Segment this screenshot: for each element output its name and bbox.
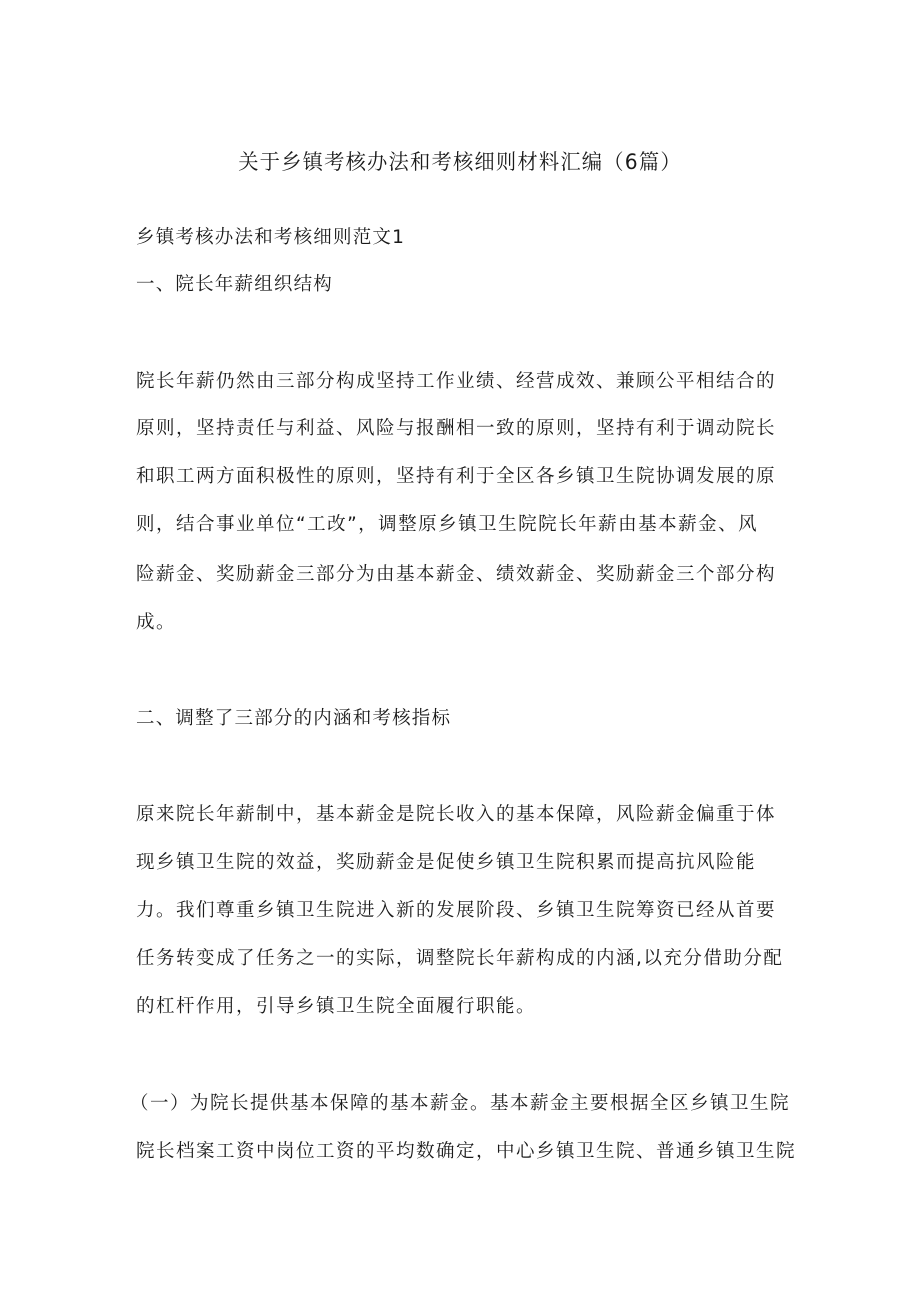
- paragraph-2-line: 原来院长年薪制中，基本薪金是院长收入的基本保障，风险薪金偏重于体: [136, 804, 777, 825]
- document-title: 关于乡镇考核办法和考核细则材料汇编（6篇）: [238, 150, 682, 174]
- paragraph-2-line: 的杠杆作用，引导乡镇卫生院全面履行职能。: [136, 996, 537, 1017]
- paragraph-2-line: 现乡镇卫生院的效益，奖励薪金是促使乡镇卫生院积累而提高抗风险能: [136, 852, 757, 873]
- paragraph-1-line: 则，结合事业单位“工改”，调整原乡镇卫生院院长年薪由基本薪金、风: [136, 514, 759, 535]
- paragraph-1-line: 成。: [136, 612, 177, 633]
- paragraph-1-line: 原则，坚持责任与利益、风险与报酬相一致的原则，坚持有利于调动院长: [136, 418, 777, 439]
- paragraph-2-line: 力。我们尊重乡镇卫生院进入新的发展阶段、乡镇卫生院筹资已经从首要: [136, 900, 777, 921]
- paragraph-1-line: 院长年薪仍然由三部分构成坚持工作业绩、经营成效、兼顾公平相结合的: [136, 371, 777, 392]
- paragraph-2-line: 任务转变成了任务之一的实际，调整院长年薪构成的内涵,以充分借助分配: [136, 948, 784, 969]
- document-subtitle: 乡镇考核办法和考核细则范文1: [136, 227, 406, 248]
- paragraph-3-line: （一）为院长提供基本保障的基本薪金。基本薪金主要根据全区乡镇卫生院: [130, 1093, 791, 1114]
- section-1-heading: 一、院长年薪组织结构: [136, 274, 334, 295]
- paragraph-1-line: 和职工两方面积极性的原则，坚持有利于全区各乡镇卫生院协调发展的原: [136, 466, 777, 487]
- section-2-heading: 二、调整了三部分的内涵和考核指标: [136, 708, 452, 729]
- paragraph-1-line: 险薪金、奖励薪金三部分为由基本薪金、绩效薪金、奖励薪金三个部分构: [136, 564, 777, 585]
- paragraph-3-line: 院长档案工资中岗位工资的平均数确定，中心乡镇卫生院、普通乡镇卫生院: [136, 1141, 797, 1162]
